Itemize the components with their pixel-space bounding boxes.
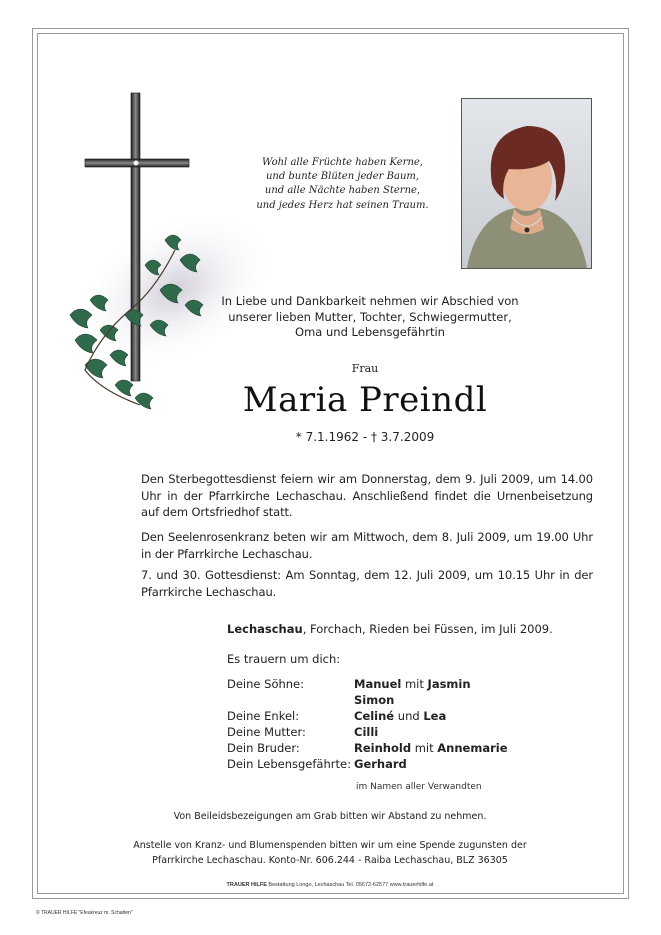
mourner-connector: und — [394, 709, 424, 723]
mourner-name: Lea — [423, 709, 447, 723]
funeral-service-paragraph: Den Sterbegottesdienst feiern wir am Donnerstag, dem 9. Juli 2009, um 14.00 Uhr in der Pfarrkirche Lechaschau. Anschließend findet die Urnenbeisetzung auf dem Ortsfriedhof statt. — [141, 472, 593, 519]
footer-brand: TRAUER HILFE — [226, 882, 267, 888]
quote-line: und jedes Herz hat seinen Traum. — [256, 199, 429, 211]
mourner-name: Manuel — [354, 677, 402, 691]
quote-line: und bunte Blüten jeder Baum, — [265, 171, 420, 183]
farewell-intro — [200, 294, 540, 341]
mourner-name: Gerhard — [354, 757, 407, 771]
mourners-intro: Es trauern um dich: — [227, 652, 341, 666]
ivy-cross-illustration — [55, 90, 275, 430]
deceased-name: Maria Preindl — [242, 380, 488, 420]
place-date-line — [227, 622, 553, 636]
mourner-names — [354, 693, 394, 707]
place-rest: , Forchach, Rieden bei Füssen, im Juli 2009. — [302, 622, 553, 636]
place-town: Lechaschau — [227, 622, 303, 636]
relatives-note: im Namen aller Verwandten — [356, 782, 482, 792]
mourner-names — [354, 725, 378, 739]
quote-line: und alle Nächte haben Sterne, — [264, 185, 421, 197]
mourner-name: Celiné — [354, 709, 395, 723]
quote-line: Wohl alle Früchte haben Kerne, — [262, 157, 423, 168]
mourner-relation: Deine Mutter: — [227, 725, 306, 739]
life-dates: * 7.1.1962 - † 3.7.2009 — [295, 430, 435, 444]
intro-line: In Liebe und Dankbarkeit nehmen wir Abschied von — [221, 294, 519, 308]
mourner-relation: Dein Bruder: — [227, 741, 300, 755]
portrait-photo — [461, 98, 592, 269]
funeral-home-footer — [150, 882, 510, 888]
mourner-name: Reinhold — [354, 741, 412, 755]
memorial-quote — [255, 156, 430, 213]
rosary-paragraph: Den Seelenrosenkranz beten wir am Mittwoch, dem 8. Juli 2009, um 19.00 Uhr in der Pfarrkirche Lechaschau. — [141, 530, 593, 561]
mourner-names — [354, 709, 446, 723]
condolence-note: Von Beileidsbezeigungen am Grab bitten wir Abstand zu nehmen. — [173, 811, 487, 822]
mourner-name: Annemarie — [437, 741, 508, 755]
cross-vertical-beam — [131, 93, 140, 381]
mourner-connector: mit — [401, 677, 428, 691]
mourner-connector: mit — [411, 741, 438, 755]
mourner-name: Cilli — [354, 725, 379, 739]
intro-line: unserer lieben Mutter, Tochter, Schwiegermutter, — [228, 309, 512, 324]
mourner-name: Simon — [354, 693, 395, 707]
mourner-relation: Deine Enkel: — [227, 709, 300, 723]
donation-line: Pfarrkirche Lechaschau. Konto-Nr. 606.244 - Raiba Lechaschau, BLZ 36305 — [152, 855, 508, 866]
donation-line: Anstelle von Kranz- und Blumenspenden bitten wir um eine Spende zugunsten der — [133, 840, 527, 851]
mass-paragraph: 7. und 30. Gottesdienst: Am Sonntag, dem 12. Juli 2009, um 10.15 Uhr in der Pfarrkirche Lechaschau. — [141, 568, 593, 599]
mourner-names — [354, 741, 508, 755]
salutation: Frau — [351, 362, 379, 375]
mourner-relation: Dein Lebensgefährte: — [227, 757, 351, 771]
footer-text: Bestattung Longo, Lechaschau Tel. 05672-62577 www.trauerhilfe.at — [266, 882, 434, 888]
mourner-relation: Deine Söhne: — [227, 677, 305, 691]
mourner-names — [354, 757, 407, 771]
cross-glint — [134, 161, 139, 166]
donation-note — [110, 838, 550, 868]
mourner-names — [354, 677, 471, 691]
intro-line: Oma und Lebensgefährtin — [295, 325, 445, 339]
mourner-name: Jasmin — [427, 677, 471, 691]
copyright-note: © TRAUER HILFE "Efeukreuz m. Schatten" — [36, 910, 133, 916]
